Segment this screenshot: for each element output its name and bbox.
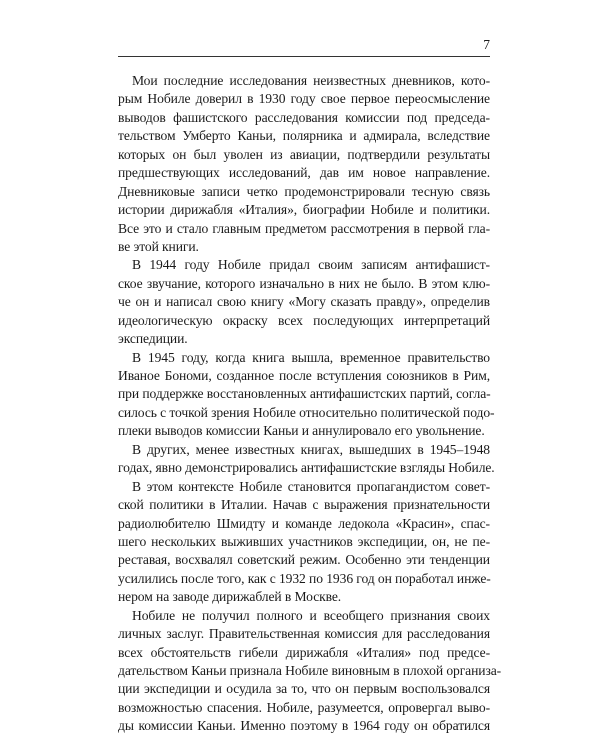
text-line: дательством Каньи признала Нобиле виновным в плохой организа- xyxy=(118,663,502,678)
text-line: предшествующих исследований, дав им новое направление. xyxy=(118,165,490,181)
text-line: ве этой книги. xyxy=(118,238,199,254)
header-rule xyxy=(118,56,490,57)
text-line: В 1944 году Нобиле придал своим записям антифашист- xyxy=(132,257,490,273)
text-line: шего нескольких выживших участников экспедиции, он, не пе- xyxy=(118,533,490,549)
text-line: выводов фашистского расследования комиссии под председа- xyxy=(118,109,490,125)
text-line: Все это и стало главным предметом рассмотрения в первой гла- xyxy=(118,220,490,236)
text-line: идеологическую окраску всех последующих интерпретаций xyxy=(118,312,490,328)
page-number: 7 xyxy=(483,37,490,52)
body-text xyxy=(118,72,502,736)
text-line: Иваное Бономи, созданное после вступления союзников в Рим, xyxy=(118,368,490,383)
text-line: нером на заводе дирижаблей в Москве. xyxy=(118,589,342,605)
text-line: годах, явно демонстрировались антифашистские взгляды Нобиле. xyxy=(118,460,495,476)
text-line: радиолюбителю Шмидту и команде ледокола «Красин», спас- xyxy=(118,515,490,531)
text-line: ции экспедиции и осудила за то, что он первым воспользовался xyxy=(118,681,490,697)
text-line: усилились после того, как с 1932 по 1936 год он поработал инже- xyxy=(118,570,491,586)
text-line: ской политики в Италии. Начав с выражения признательности xyxy=(118,497,490,513)
text-line: которых он был уволен из авиации, подтвердили результаты xyxy=(118,146,490,162)
text-line: Нобиле не получил полного и всеобщего признания своих xyxy=(132,607,490,623)
text-line: Мои последние исследования неизвестных дневников, кото- xyxy=(132,73,490,88)
text-line: В 1945 году, когда книга вышла, временное правительство xyxy=(132,349,490,365)
text-line: возможностью спасения. Нобиле, разумеется, опровергал выво- xyxy=(118,699,490,715)
text-line: при поддержке восстановленных антифашистских партий, согла- xyxy=(118,386,491,402)
text-line: личных заслуг. Правительственная комиссия для расследования xyxy=(118,626,490,642)
text-line: В других, менее известных книгах, вышедших в 1945–1948 xyxy=(132,441,490,457)
text-line: всех обстоятельств гибели дирижабля «Италия» под предсе- xyxy=(118,644,490,660)
text-line: ское звучание, которого изначально в них не было. В этом клю- xyxy=(118,275,490,291)
text-line: плеки выводов комиссии Каньи и аннулировало его увольнение. xyxy=(118,423,485,439)
text-line: ды комиссии Каньи. Именно поэтому в 1964 году он обратился xyxy=(118,718,490,734)
text-line: че он и написал свою книгу «Могу сказать правду», определив xyxy=(118,294,490,310)
text-line: тельством Умберто Каньи, полярника и адмирала, вследствие xyxy=(118,128,490,144)
text-line: Дневниковые записи четко продемонстрировали тесную связь xyxy=(118,183,490,199)
text-line: рым Нобиле доверил в 1930 году свое первое переосмысление xyxy=(118,91,490,107)
text-line: силось с точкой зрения Нобиле относительно политической подо- xyxy=(118,404,495,420)
text-line: В этом контексте Нобиле становится пропагандистом совет- xyxy=(132,478,490,494)
text-line: истории дирижабля «Италия», биографии Нобиле и политики. xyxy=(118,202,490,218)
text-line: реставая, восхвалял советский режим. Особенно эти тенденции xyxy=(118,552,490,568)
text-line: экспедиции. xyxy=(118,331,188,347)
